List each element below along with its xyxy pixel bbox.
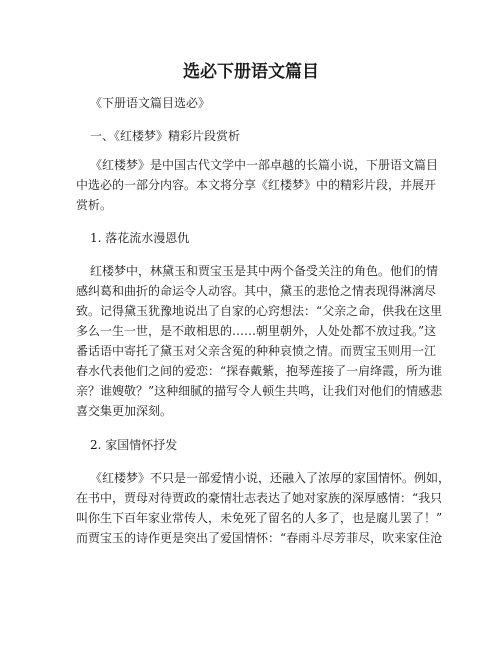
subsection-heading: 1. 落花流水漫恩仇 [90, 231, 190, 245]
paragraph-line: 番话语中寄托了黛玉对父亲含冤的种种哀愤之情。而贾宝玉则用一江 [76, 344, 437, 358]
paragraph-line: 《红楼梦》不只是一部爱情小说，还融入了浓厚的家国情怀。例如， [90, 471, 451, 485]
paragraph-line: 春水代表他们之间的爱恋：“探春戴紫，抱琴莲接了一肩绛霞，所为谁 [76, 364, 443, 378]
section-heading: 一、《红楼梦》精彩片段赏析 [90, 129, 241, 143]
paragraph-line: 亲？谁嫂敬？”这种细腻的描写令人顿生共鸣，让我们对他们的情感悲 [76, 384, 443, 398]
subsection-heading: 2. 家国情怀抒发 [90, 438, 178, 452]
page-title: 选必下册语文篇目 [183, 62, 319, 82]
paragraph-line: 在书中，贾母对待贾政的豪情壮志表达了她对家族的深厚感情：“我只 [76, 491, 443, 505]
paragraph-line: 喜交集更加深刻。 [76, 404, 173, 418]
intro-line: 赏析。 [76, 198, 113, 212]
intro-line: 《红楼梦》是中国古代文学中一部卓越的长篇小说，下册语文篇目 [90, 158, 439, 172]
paragraph-line: 红楼梦中，林黛玉和贾宝玉是其中两个备受关注的角色。他们的情 [90, 264, 439, 278]
paragraph-line: 致。记得黛玉犹豫地说出了自家的心窍想法：“父亲之命，供我在这里 [76, 304, 443, 318]
paragraph-line: 感纠葛和曲折的命运令人动容。其中，黛玉的悲怆之情表现得淋漓尽 [76, 284, 437, 298]
paragraph-line: 多么一生一世，是不敢相思的……朝里朝外，人处处都不放过我。”这 [76, 324, 437, 338]
paragraph-line: 叫你生下百年家业常传人，未免死了留名的人多了，也是腐儿罢了！” [76, 511, 443, 525]
paragraph-line: 而贾宝玉的诗作更是突出了爱国情怀：“春雨斗尽芳菲尽，吹来家住沧 [76, 531, 443, 545]
intro-line: 中选必的一部分内容。本文将分享《红楼梦》中的精彩片段，并展开 [76, 178, 437, 192]
subtitle: 《下册语文篇目选必》 [90, 96, 211, 110]
